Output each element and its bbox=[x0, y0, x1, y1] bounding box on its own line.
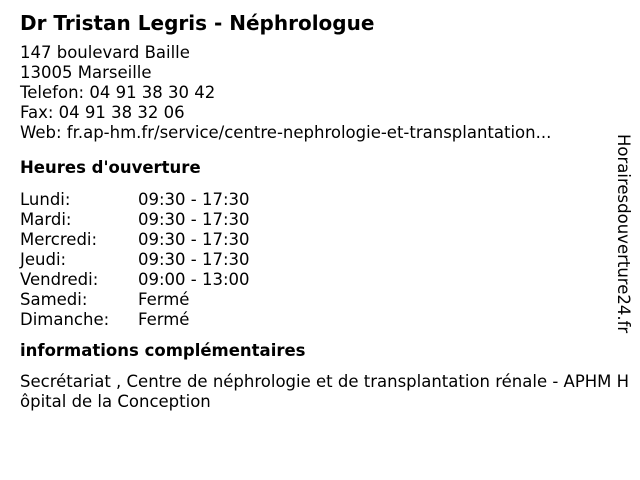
time-value: 09:30 - 17:30 bbox=[138, 190, 250, 209]
time-value: 09:30 - 17:30 bbox=[138, 210, 250, 229]
hours-heading: Heures d'ouverture bbox=[20, 158, 201, 177]
day-label: Samedi: bbox=[20, 290, 88, 309]
time-value: 09:30 - 17:30 bbox=[138, 230, 250, 249]
time-value: 09:00 - 13:00 bbox=[138, 270, 250, 289]
day-label: Dimanche: bbox=[20, 310, 110, 329]
fax-number: Fax: 04 91 38 32 06 bbox=[20, 103, 185, 122]
day-label: Vendredi: bbox=[20, 270, 99, 289]
day-label: Mercredi: bbox=[20, 230, 98, 249]
info-heading: informations complémentaires bbox=[20, 341, 306, 360]
hours-row-friday bbox=[20, 270, 610, 290]
site-watermark: Horairesdouverture24.fr bbox=[614, 134, 633, 334]
hours-row-monday bbox=[20, 190, 610, 210]
page-title: Dr Tristan Legris - Néphrologue bbox=[20, 11, 375, 35]
hours-row-tuesday bbox=[20, 210, 610, 230]
day-label: Lundi: bbox=[20, 190, 71, 209]
time-value: Fermé bbox=[138, 310, 190, 329]
hours-table bbox=[20, 190, 610, 330]
hours-row-sunday bbox=[20, 310, 610, 330]
hours-row-saturday bbox=[20, 290, 610, 310]
info-text: Secrétariat , Centre de néphrologie et de transplantation rénale - APHM Hôpital de la Conception bbox=[20, 372, 630, 411]
city-address: 13005 Marseille bbox=[20, 63, 152, 82]
address-block bbox=[20, 43, 610, 143]
time-value: Fermé bbox=[138, 290, 190, 309]
phone-number: Telefon: 04 91 38 30 42 bbox=[20, 83, 216, 102]
day-label: Jeudi: bbox=[20, 250, 67, 269]
hours-row-wednesday bbox=[20, 230, 610, 250]
street-address: 147 boulevard Baille bbox=[20, 43, 190, 62]
day-label: Mardi: bbox=[20, 210, 72, 229]
time-value: 09:30 - 17:30 bbox=[138, 250, 250, 269]
website-link[interactable]: Web: fr.ap-hm.fr/service/centre-nephrologie-et-transplantation... bbox=[20, 123, 552, 142]
hours-row-thursday bbox=[20, 250, 610, 270]
